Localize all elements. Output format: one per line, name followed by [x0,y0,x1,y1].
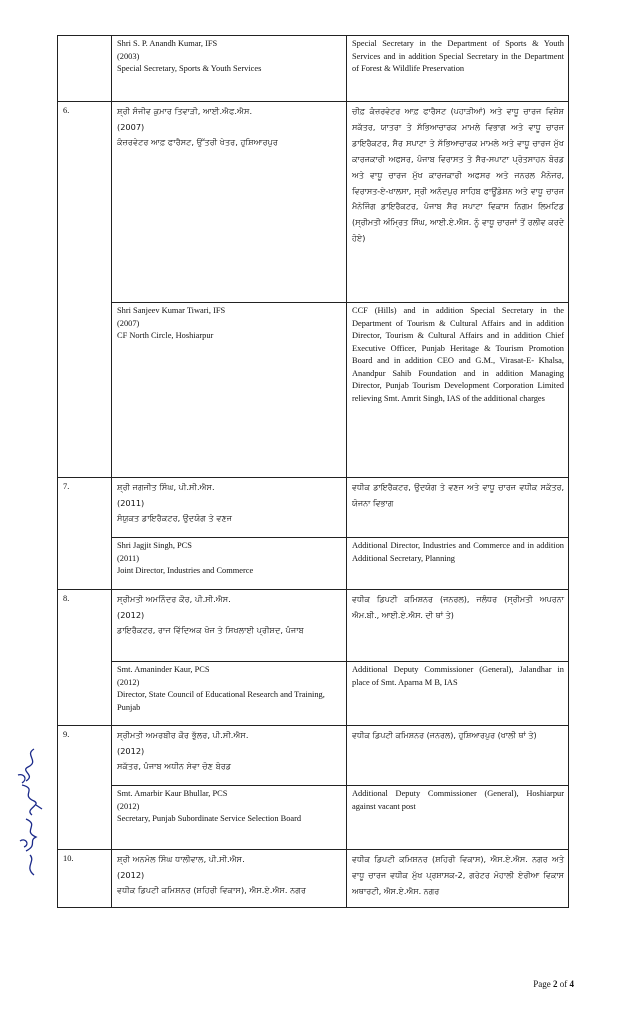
officer-current-post: Joint Director, Industries and Commerce [117,566,254,575]
officer-name: ਸ਼੍ਰੀ ਸੰਜੀਵ ਕੁਮਾਰ ਤਿਵਾੜੀ, ਆਈ.ਐਫ.ਐਸ. [117,106,253,116]
officer-current-post: Secretary, Punjab Subordinate Service Selection Board [117,814,302,823]
table-row [58,36,569,102]
officer-current-post: ਡਾਇਰੈਕਟਰ, ਰਾਜ ਵਿੱਦਿਅਕ ਖੋਜ ਤੇ ਸਿਖਲਾਈ ਪ੍ਰੀਸ਼ਦ, ਪੰਜਾਬ [117,625,304,635]
new-posting-punjabi: ਵਧੀਕ ਡਾਇਰੈਕਟਰ, ਉਦਯੋਗ ਤੇ ਵਣਜ ਅਤੇ ਵਾਧੂ ਚਾਰਜ ਵਧੀਕ ਸਕੱਤਰ, ਯੋਜਨਾ ਵਿਭਾਗ [347,478,569,538]
officer-name: ਸ਼੍ਰੀ ਜਗਜੀਤ ਸਿੰਘ, ਪੀ.ਸੀ.ਐਸ. [117,482,215,492]
table-row [58,478,569,538]
officer-current-post: Special Secretary, Sports & Youth Services [117,64,262,73]
officer-name: Smt. Amaninder Kaur, PCS [117,665,210,674]
page-number: 2 [553,979,558,989]
serial-number: 8. [58,590,112,726]
officer-current-post: Director, State Council of Educational Research and Training, Punjab [117,690,325,712]
new-posting-punjabi: ਵਧੀਕ ਡਿਪਟੀ ਕਮਿਸ਼ਨਰ (ਜਨਰਲ), ਹੁਸ਼ਿਆਰਪੁਰ (ਖਾਲੀ ਥਾਂ ਤੇ) [347,726,569,786]
page-footer [533,979,574,989]
officer-details-punjabi [112,590,347,662]
officer-batch: (2007) [117,121,145,132]
serial-number: 7. [58,478,112,590]
officer-details [112,538,347,590]
officer-batch: (2012) [117,745,145,756]
table-row [58,303,569,478]
new-posting: Special Secretary in the Department of Sports & Youth Services and in addition Special Secretary in the Department of Forest & Wildlife Preservation [347,36,569,102]
officer-batch: (2012) [117,801,140,811]
serial-number: 10. [58,850,112,908]
table-row [58,538,569,590]
officer-details-punjabi [112,850,347,908]
postings-table [57,35,569,908]
officer-batch: (2003) [117,51,140,61]
officer-details [112,36,347,102]
officer-details [112,786,347,850]
officer-batch: (2007) [117,318,140,328]
officer-name: Shri S. P. Anandh Kumar, IFS [117,39,218,48]
new-posting: Additional Deputy Commissioner (General), Hoshiarpur against vacant post [347,786,569,850]
officer-name: ਸ੍ਰੀਮਤੀ ਅਮਰਬੀਰ ਕੌਰ ਭੁੱਲਰ, ਪੀ.ਸੀ.ਐਸ. [117,730,249,740]
officer-current-post: ਸੰਯੁਕਤ ਡਾਇਰੈਕਟਰ, ਉਦਯੋਗ ਤੇ ਵਣਜ [117,513,233,523]
new-posting: Additional Director, Industries and Commerce and in addition Additional Secretary, Planning [347,538,569,590]
new-posting-punjabi: ਵਧੀਕ ਡਿਪਟੀ ਕਮਿਸ਼ਨਰ (ਸ਼ਹਿਰੀ ਵਿਕਾਸ), ਐਸ.ਏ.ਐਸ. ਨਗਰ ਅਤੇ ਵਾਧੂ ਚਾਰਜ ਵਧੀਕ ਮੁੱਖ ਪ੍ਰਸ਼ਾਸਕ-2, ਗਰੇਟਰ ਮੋਹਾਲੀ ਏਰੀਆ ਵਿਕਾਸ ਅਥਾਰਟੀ, ਐਸ.ਏ.ਐਸ. ਨਗਰ [347,850,569,908]
officer-current-post: CF North Circle, Hoshiarpur [117,331,214,340]
page-total: 4 [569,979,574,989]
officer-current-post: ਵਧੀਕ ਡਿਪਟੀ ਕਮਿਸ਼ਨਰ (ਸ਼ਹਿਰੀ ਵਿਕਾਸ), ਐਸ.ਏ.ਐਸ. ਨਗਰ [117,885,307,895]
table-row [58,726,569,786]
officer-batch: (2011) [117,553,140,563]
officer-name: Smt. Amarbir Kaur Bhullar, PCS [117,789,228,798]
officer-details [112,303,347,478]
page-separator: of [557,979,570,989]
officer-details-punjabi [112,478,347,538]
officer-batch: (2012) [117,609,145,620]
serial-number: 6. [58,102,112,478]
new-posting-punjabi: ਚੀਫ਼ ਕੰਜ਼ਰਵੇਟਰ ਆਫ਼ ਫਾਰੈਸਟ (ਪਹਾੜੀਆਂ) ਅਤੇ ਵਾਧੂ ਚਾਰਜ ਵਿਸ਼ੇਸ਼ ਸਕੱਤਰ, ਯਾਤਰਾ ਤੇ ਸੱਭਿਆਚਾਰਕ ਮਾਮਲੇ ਵਿਭਾਗ ਅਤੇ ਵਾਧੂ ਚਾਰਜ ਡਾਇਰੈਕਟਰ, ਸੈਰ ਸਪਾਟਾ ਤੇ ਸੱਭਿਆਚਾਰਕ ਮਾਮਲੇ ਅਤੇ ਵਾਧੂ ਚਾਰਜ ਮੁੱਖ ਕਾਰਜਕਾਰੀ ਅਫਸਰ, ਪੰਜਾਬ ਵਿਰਾਸਤ ਤੇ ਸੈਰ-ਸਪਾਟਾ ਪ੍ਰੋਤਸਾਹਨ ਬੋਰਡ ਅਤੇ ਵਾਧੂ ਚਾਰਜ ਮੁੱਖ ਕਾਰਜਕਾਰੀ ਅਫਸਰ ਅਤੇ ਜਨਰਲ ਮੈਨੇਜਰ, ਵਿਰਾਸਤ-ਏ-ਖਾਲਸਾ, ਸ੍ਰੀ ਅਨੰਦਪੁਰ ਸਾਹਿਬ ਫਾਊਂਡੇਸ਼ਨ ਅਤੇ ਵਾਧੂ ਚਾਰਜ ਮੈਨੇਜਿੰਗ ਡਾਇਰੈਕਟਰ, ਪੰਜਾਬ ਸੈਰ ਸਪਾਟਾ ਵਿਕਾਸ ਨਿਗਮ ਲਿਮਟਿਡ (ਸ੍ਰੀਮਤੀ ਅੰਮ੍ਰਿਤ ਸਿੰਘ, ਆਈ.ਏ.ਐਸ. ਨੂੰ ਵਾਧੂ ਚਾਰਜਾਂ ਤੋਂ ਰਲੀਵ ਕਰਦੇ ਹੋਏ) [347,102,569,303]
officer-name: ਸ਼੍ਰੀ ਅਨਮੋਲ ਸਿੰਘ ਧਾਲੀਵਾਲ, ਪੀ.ਸੀ.ਐਸ. [117,854,245,864]
table-row [58,102,569,303]
officer-current-post: ਸਕੱਤਰ, ਪੰਜਾਬ ਅਧੀਨ ਸੇਵਾ ਚੋਣ ਬੋਰਡ [117,761,232,771]
officer-details-punjabi [112,102,347,303]
officer-batch: (2012) [117,869,145,880]
table-row [58,850,569,908]
serial-number [58,36,112,102]
officer-name: ਸ੍ਰੀਮਤੀ ਅਮਨਿੰਦਰ ਕੌਰ, ਪੀ.ਸੀ.ਐਸ. [117,594,231,604]
serial-number: 9. [58,726,112,850]
new-posting-punjabi: ਵਧੀਕ ਡਿਪਟੀ ਕਮਿਸ਼ਨਰ (ਜਨਰਲ), ਜਲੰਧਰ (ਸ੍ਰੀਮਤੀ ਅਪਰਨਾ ਐਮ.ਬੀ., ਆਈ.ਏ.ਐਸ. ਦੀ ਥਾਂ ਤੇ) [347,590,569,662]
officer-batch: (2012) [117,677,140,687]
officer-name: Shri Sanjeev Kumar Tiwari, IFS [117,306,226,315]
table-row [58,786,569,850]
page-prefix: Page [533,979,553,989]
officer-details-punjabi [112,726,347,786]
table-row [58,662,569,726]
new-posting: Additional Deputy Commissioner (General), Jalandhar in place of Smt. Aparna M B, IAS [347,662,569,726]
table-row [58,590,569,662]
officer-current-post: ਕੰਜ਼ਰਵੇਟਰ ਆਫ਼ ਫਾਰੈਸਟ, ਉੱਤਰੀ ਖੇਤਰ, ਹੁਸ਼ਿਆਰਪੁਰ [117,137,278,147]
officer-details [112,662,347,726]
officer-name: Shri Jagjit Singh, PCS [117,541,192,550]
signature [14,745,46,883]
officer-batch: (2011) [117,497,145,508]
new-posting: CCF (Hills) and in addition Special Secretary in the Department of Tourism & Cultural Affairs and in addition Director, Tourism & Cultural Affairs and in addition Chief Executive Officer, Punjab Heritage & Tourism Promotion Board and in addition CEO and G.M., Virasat-E- Khalsa, Anandpur Sahib Foundation and in addition Managing Director, Punjab Tourism Development Corporation Limited relieving Smt. Amrit Singh, IAS of the additional charges [347,303,569,478]
